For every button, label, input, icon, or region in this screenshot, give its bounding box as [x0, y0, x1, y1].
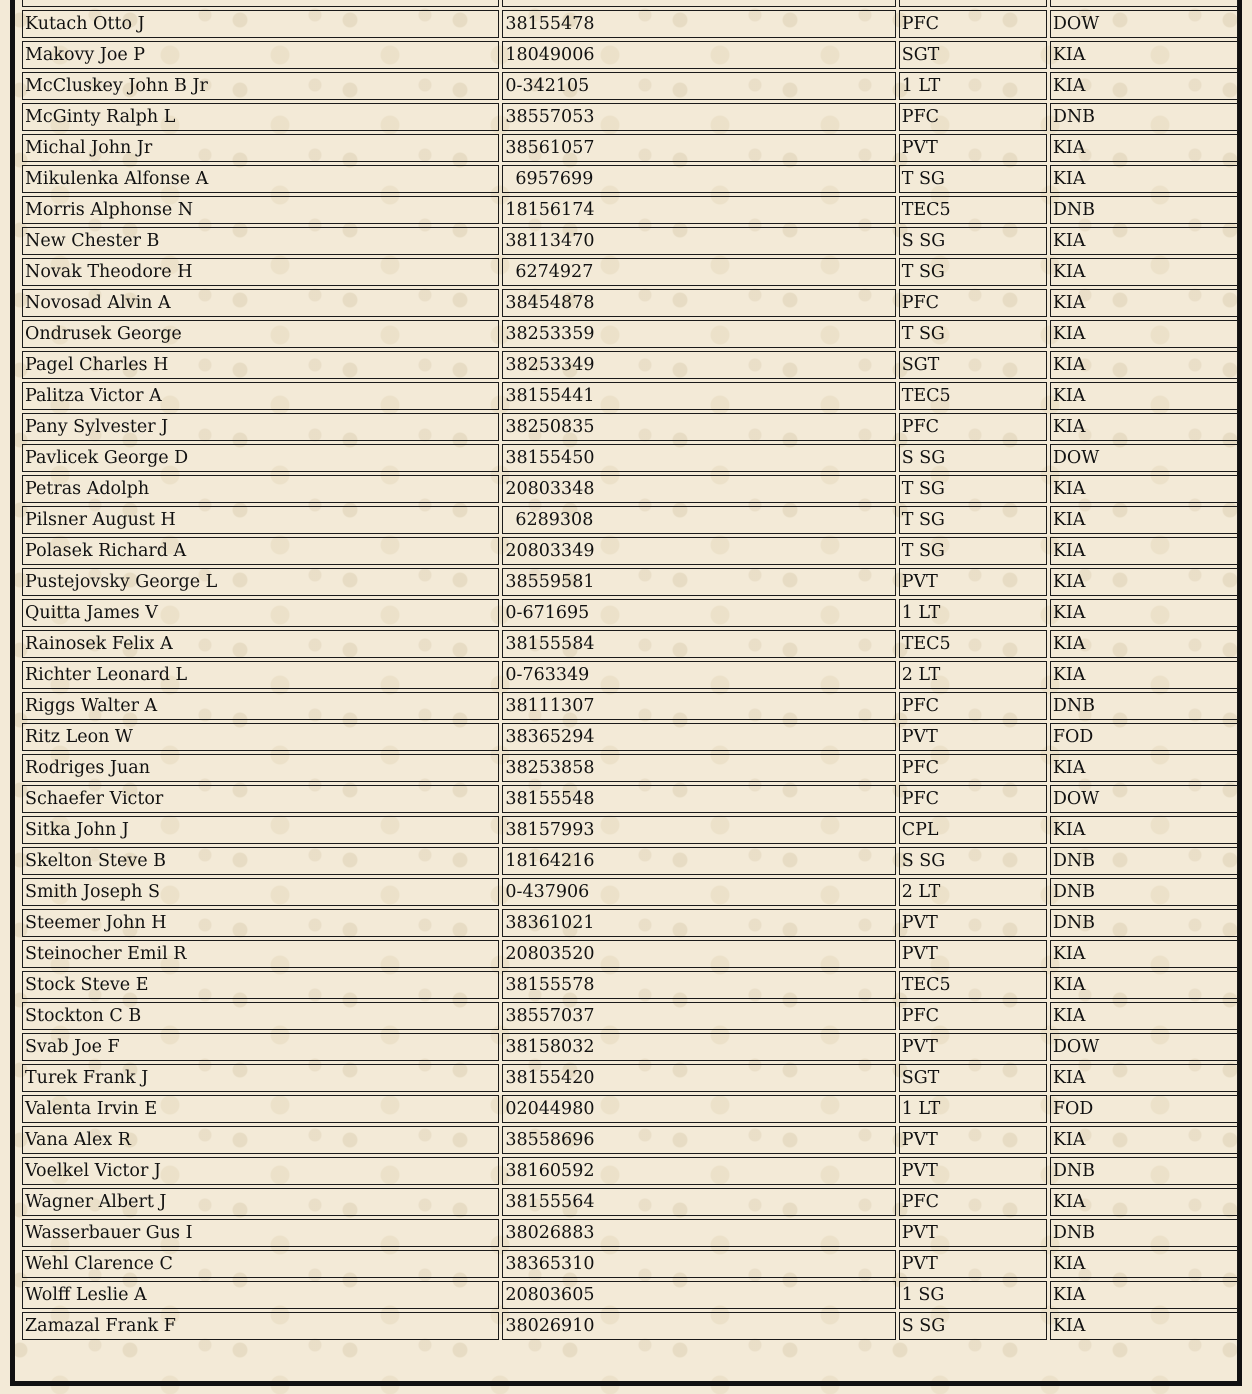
rank-cell: 1 LT	[899, 1095, 1047, 1123]
rank-cell: S SG	[899, 847, 1047, 875]
table-row	[22, 537, 1238, 565]
name-cell: Rodriges Juan	[22, 754, 499, 782]
rank-cell: PFC	[899, 1188, 1047, 1216]
rank-cell: PVT	[899, 1219, 1047, 1247]
table-row	[22, 971, 1238, 999]
status-cell: KIA	[1050, 816, 1238, 844]
name-cell: Richter Leonard L	[22, 661, 499, 689]
name-cell: Novak Theodore H	[22, 258, 499, 286]
table-row	[22, 1312, 1238, 1340]
serial-number-cell: 38160592	[502, 1157, 895, 1185]
status-cell: KIA	[1050, 630, 1238, 658]
name-cell: Ritz Leon W	[22, 723, 499, 751]
serial-number-cell: 38155548	[502, 785, 895, 813]
rank-cell: PFC	[899, 754, 1047, 782]
rank-cell: T SG	[899, 475, 1047, 503]
serial-number-cell: 38365294	[502, 723, 895, 751]
name-cell: Schaefer Victor	[22, 785, 499, 813]
name-cell: Stock Steve E	[22, 971, 499, 999]
table-row	[22, 754, 1238, 782]
name-cell: Pustejovsky George L	[22, 568, 499, 596]
serial-number-cell: 38111307	[502, 692, 895, 720]
serial-number-cell: 38557053	[502, 103, 895, 131]
rank-cell: SGT	[899, 41, 1047, 69]
rank-cell: 1 LT	[899, 72, 1047, 100]
rank-cell: SGT	[899, 351, 1047, 379]
rank-cell: PFC	[899, 692, 1047, 720]
rank-cell: PFC	[899, 785, 1047, 813]
table-row	[22, 320, 1238, 348]
name-cell: Morris Alphonse N	[22, 196, 499, 224]
serial-number-cell: 38155420	[502, 1064, 895, 1092]
rank-cell: TEC5	[899, 196, 1047, 224]
status-cell: DOW	[1050, 444, 1238, 472]
rank-cell: T SG	[899, 506, 1047, 534]
rank-cell: 2 LT	[899, 878, 1047, 906]
rank-cell: PVT	[899, 1126, 1047, 1154]
serial-number-cell: 38157993	[502, 816, 895, 844]
status-cell: KIA	[1050, 475, 1238, 503]
name-cell: Riggs Walter A	[22, 692, 499, 720]
table-row	[22, 103, 1238, 131]
status-cell: DNB	[1050, 878, 1238, 906]
rank-cell: T SG	[899, 165, 1047, 193]
table-row	[22, 723, 1238, 751]
table-row	[22, 134, 1238, 162]
rank-cell: PFC	[899, 1002, 1047, 1030]
serial-number-cell: 0-342105	[502, 72, 895, 100]
name-cell: Wasserbauer Gus I	[22, 1219, 499, 1247]
name-cell: McCluskey John B Jr	[22, 72, 499, 100]
rank-cell: 1 LT	[899, 599, 1047, 627]
name-cell: Wagner Albert J	[22, 1188, 499, 1216]
rank-cell: T SG	[899, 258, 1047, 286]
status-cell: DNB	[1050, 1157, 1238, 1185]
status-cell: DOW	[1050, 10, 1238, 38]
status-cell: KIA	[1050, 382, 1238, 410]
serial-number-cell: 38026910	[502, 1312, 895, 1340]
rank-cell	[899, 0, 1047, 7]
rank-cell: CPL	[899, 816, 1047, 844]
status-cell: KIA	[1050, 1250, 1238, 1278]
table-row	[22, 661, 1238, 689]
table-row	[22, 413, 1238, 441]
serial-number-cell: 38253349	[502, 351, 895, 379]
name-cell: Steemer John H	[22, 909, 499, 937]
name-cell: Wolff Leslie A	[22, 1281, 499, 1309]
rank-cell: PVT	[899, 909, 1047, 937]
rank-cell: S SG	[899, 444, 1047, 472]
name-cell: Valenta Irvin E	[22, 1095, 499, 1123]
serial-number-cell: 38559581	[502, 568, 895, 596]
serial-number-cell: 20803349	[502, 537, 895, 565]
name-cell: Zamazal Frank F	[22, 1312, 499, 1340]
status-cell: KIA	[1050, 72, 1238, 100]
rank-cell: PVT	[899, 940, 1047, 968]
table-row	[22, 878, 1238, 906]
serial-number-cell: 38557037	[502, 1002, 895, 1030]
rank-cell: TEC5	[899, 971, 1047, 999]
table-row	[22, 1033, 1238, 1061]
name-cell: Palitza Victor A	[22, 382, 499, 410]
table-row	[22, 630, 1238, 658]
serial-number-cell: 20803348	[502, 475, 895, 503]
status-cell: KIA	[1050, 289, 1238, 317]
rank-cell: S SG	[899, 1312, 1047, 1340]
name-cell: New Chester B	[22, 227, 499, 255]
table-row	[22, 289, 1238, 317]
serial-number-cell: 18156174	[502, 196, 895, 224]
status-cell: DNB	[1050, 196, 1238, 224]
serial-number-cell: 18049006	[502, 41, 895, 69]
status-cell	[1050, 0, 1238, 7]
name-cell: Polasek Richard A	[22, 537, 499, 565]
serial-number-cell: 38155584	[502, 630, 895, 658]
serial-number-cell: 38454878	[502, 289, 895, 317]
table-row	[22, 258, 1238, 286]
status-cell: KIA	[1050, 568, 1238, 596]
serial-number-cell: 18164216	[502, 847, 895, 875]
rank-cell: PVT	[899, 134, 1047, 162]
table-row	[22, 227, 1238, 255]
serial-number-cell: 6274927	[502, 258, 895, 286]
table-row	[22, 41, 1238, 69]
table-row	[22, 785, 1238, 813]
table-row	[22, 909, 1238, 937]
status-cell: FOD	[1050, 1095, 1238, 1123]
status-cell: KIA	[1050, 165, 1238, 193]
table-row	[22, 351, 1238, 379]
table-row	[22, 1064, 1238, 1092]
rank-cell: TEC5	[899, 630, 1047, 658]
status-cell: DOW	[1050, 785, 1238, 813]
roster-frame	[10, 0, 1242, 1386]
table-row	[22, 72, 1238, 100]
serial-number-cell: 38158032	[502, 1033, 895, 1061]
status-cell: DNB	[1050, 692, 1238, 720]
table-row	[22, 1188, 1238, 1216]
rank-cell: PFC	[899, 103, 1047, 131]
serial-number-cell: 38155478	[502, 10, 895, 38]
table-row	[22, 10, 1238, 38]
rank-cell: 2 LT	[899, 661, 1047, 689]
table-row	[22, 0, 1238, 7]
status-cell: KIA	[1050, 413, 1238, 441]
rank-cell: PFC	[899, 289, 1047, 317]
table-row	[22, 1002, 1238, 1030]
table-row	[22, 444, 1238, 472]
serial-number-cell: 38113470	[502, 227, 895, 255]
rank-cell: PFC	[899, 413, 1047, 441]
serial-number-cell: 0-763349	[502, 661, 895, 689]
table-row	[22, 506, 1238, 534]
rank-cell: T SG	[899, 537, 1047, 565]
status-cell: KIA	[1050, 1126, 1238, 1154]
table-row	[22, 847, 1238, 875]
table-row	[22, 1250, 1238, 1278]
serial-number-cell: 38361021	[502, 909, 895, 937]
table-row	[22, 382, 1238, 410]
status-cell: DNB	[1050, 1219, 1238, 1247]
status-cell: DOW	[1050, 1033, 1238, 1061]
status-cell: KIA	[1050, 134, 1238, 162]
table-row	[22, 940, 1238, 968]
status-cell: KIA	[1050, 1188, 1238, 1216]
status-cell: DNB	[1050, 909, 1238, 937]
name-cell: Stockton C B	[22, 1002, 499, 1030]
table-row	[22, 1126, 1238, 1154]
serial-number-cell: 38026883	[502, 1219, 895, 1247]
roster-table	[19, 0, 1241, 1343]
status-cell: KIA	[1050, 537, 1238, 565]
status-cell: DNB	[1050, 847, 1238, 875]
rank-cell: 1 SG	[899, 1281, 1047, 1309]
name-cell: Wehl Clarence C	[22, 1250, 499, 1278]
name-cell: Kutach Otto J	[22, 10, 499, 38]
serial-number-cell: 20803520	[502, 940, 895, 968]
serial-number-cell: 38155564	[502, 1188, 895, 1216]
serial-number-cell: 0-671695	[502, 599, 895, 627]
name-cell: Petras Adolph	[22, 475, 499, 503]
status-cell: KIA	[1050, 506, 1238, 534]
rank-cell: PVT	[899, 1250, 1047, 1278]
serial-number-cell: 38155441	[502, 382, 895, 410]
serial-number-cell: 38365310	[502, 1250, 895, 1278]
name-cell	[22, 0, 499, 7]
table-row	[22, 1095, 1238, 1123]
name-cell: Mikulenka Alfonse A	[22, 165, 499, 193]
name-cell: Voelkel Victor J	[22, 1157, 499, 1185]
roster-body	[22, 0, 1238, 1340]
status-cell: FOD	[1050, 723, 1238, 751]
name-cell: Turek Frank J	[22, 1064, 499, 1092]
status-cell: KIA	[1050, 754, 1238, 782]
serial-number-cell: 38253359	[502, 320, 895, 348]
status-cell: KIA	[1050, 320, 1238, 348]
serial-number-cell	[502, 0, 895, 7]
table-row	[22, 692, 1238, 720]
table-row	[22, 1157, 1238, 1185]
name-cell: Sitka John J	[22, 816, 499, 844]
name-cell: Pagel Charles H	[22, 351, 499, 379]
status-cell: KIA	[1050, 227, 1238, 255]
table-row	[22, 475, 1238, 503]
table-row	[22, 568, 1238, 596]
table-row	[22, 1281, 1238, 1309]
status-cell: KIA	[1050, 351, 1238, 379]
status-cell: KIA	[1050, 258, 1238, 286]
rank-cell: PVT	[899, 1033, 1047, 1061]
name-cell: Smith Joseph S	[22, 878, 499, 906]
serial-number-cell: 6957699	[502, 165, 895, 193]
name-cell: Novosad Alvin A	[22, 289, 499, 317]
name-cell: Ondrusek George	[22, 320, 499, 348]
serial-number-cell: 38558696	[502, 1126, 895, 1154]
name-cell: Pilsner August H	[22, 506, 499, 534]
serial-number-cell: 0-437906	[502, 878, 895, 906]
name-cell: Makovy Joe P	[22, 41, 499, 69]
name-cell: McGinty Ralph L	[22, 103, 499, 131]
rank-cell: PVT	[899, 1157, 1047, 1185]
serial-number-cell: 38155450	[502, 444, 895, 472]
status-cell: KIA	[1050, 599, 1238, 627]
status-cell: DNB	[1050, 103, 1238, 131]
rank-cell: S SG	[899, 227, 1047, 255]
rank-cell: T SG	[899, 320, 1047, 348]
serial-number-cell: 20803605	[502, 1281, 895, 1309]
status-cell: KIA	[1050, 41, 1238, 69]
table-row	[22, 599, 1238, 627]
status-cell: KIA	[1050, 940, 1238, 968]
rank-cell: SGT	[899, 1064, 1047, 1092]
rank-cell: PVT	[899, 568, 1047, 596]
status-cell: KIA	[1050, 1281, 1238, 1309]
serial-number-cell: 6289308	[502, 506, 895, 534]
status-cell: KIA	[1050, 971, 1238, 999]
name-cell: Skelton Steve B	[22, 847, 499, 875]
table-row	[22, 816, 1238, 844]
serial-number-cell: 02044980	[502, 1095, 895, 1123]
serial-number-cell: 38250835	[502, 413, 895, 441]
name-cell: Pavlicek George D	[22, 444, 499, 472]
rank-cell: PVT	[899, 723, 1047, 751]
name-cell: Quitta James V	[22, 599, 499, 627]
serial-number-cell: 38253858	[502, 754, 895, 782]
serial-number-cell: 38155578	[502, 971, 895, 999]
name-cell: Svab Joe F	[22, 1033, 499, 1061]
table-row	[22, 196, 1238, 224]
name-cell: Steinocher Emil R	[22, 940, 499, 968]
table-row	[22, 165, 1238, 193]
rank-cell: TEC5	[899, 382, 1047, 410]
status-cell: KIA	[1050, 1312, 1238, 1340]
name-cell: Vana Alex R	[22, 1126, 499, 1154]
table-row	[22, 1219, 1238, 1247]
rank-cell: PFC	[899, 10, 1047, 38]
name-cell: Pany Sylvester J	[22, 413, 499, 441]
serial-number-cell: 38561057	[502, 134, 895, 162]
status-cell: KIA	[1050, 1002, 1238, 1030]
name-cell: Rainosek Felix A	[22, 630, 499, 658]
status-cell: KIA	[1050, 661, 1238, 689]
name-cell: Michal John Jr	[22, 134, 499, 162]
status-cell: KIA	[1050, 1064, 1238, 1092]
